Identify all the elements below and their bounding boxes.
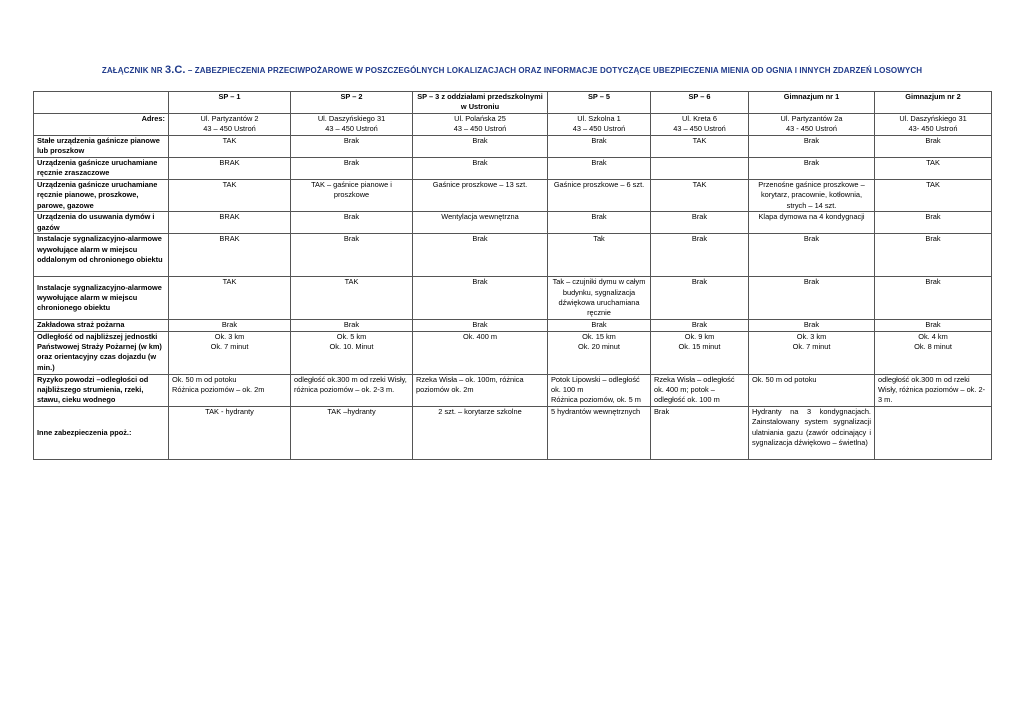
table-cell: TAK xyxy=(875,180,992,212)
table-cell: Brak xyxy=(749,234,875,277)
table-cell: Brak xyxy=(291,234,413,277)
fire-safety-table xyxy=(33,91,992,460)
table-cell: odległość ok.300 m od rzeki Wisły, różnica poziomów – ok. 2-3 m. xyxy=(291,374,413,406)
table-cell: Brak xyxy=(291,158,413,180)
title-prefix: ZAŁĄCZNIK NR xyxy=(101,66,165,75)
address-cell: Ul. Polańska 25 43 – 450 Ustroń xyxy=(413,114,548,136)
table-cell: Brak xyxy=(548,320,651,331)
row-label: Urządzenia do usuwania dymów i gazów xyxy=(34,212,169,234)
table-cell: Gaśnice proszkowe – 13 szt. xyxy=(413,180,548,212)
address-cell: Ul. Daszyńskiego 31 43- 450 Ustroń xyxy=(875,114,992,136)
column-header: Gimnazjum nr 2 xyxy=(875,92,992,114)
table-cell: Potok Lipowski – odległość ok. 100 m Różnica poziomów, ok. 5 m xyxy=(548,374,651,406)
table-row xyxy=(34,406,992,459)
table-cell: 2 szt. – korytarze szkolne xyxy=(413,406,548,459)
table-cell: BRAK xyxy=(169,212,291,234)
table-cell: TAK – gaśnice pianowe i proszkowe xyxy=(291,180,413,212)
row-label: Stałe urządzenia gaśnicze pianowe lub proszkow xyxy=(34,136,169,158)
table-cell: Ok. 4 km Ok. 8 minut xyxy=(875,331,992,374)
table-cell: BRAK xyxy=(169,234,291,277)
column-header: Gimnazjum nr 1 xyxy=(749,92,875,114)
table-cell: Brak xyxy=(651,212,749,234)
table-cell: TAK xyxy=(291,277,413,320)
table-cell: Ok. 5 km Ok. 10. Minut xyxy=(291,331,413,374)
table-cell: Rzeka Wisła – ok. 100m, różnica poziomów ok. 2m xyxy=(413,374,548,406)
table-cell: TAK xyxy=(169,180,291,212)
column-header: SP – 3 z oddziałami przedszkolnymi w Ustroniu xyxy=(413,92,548,114)
table-cell: Brak xyxy=(875,234,992,277)
table-cell: Brak xyxy=(548,212,651,234)
table-cell: Brak xyxy=(413,136,548,158)
table-cell: TAK xyxy=(169,277,291,320)
table-cell: Brak xyxy=(291,320,413,331)
document-title xyxy=(0,64,1024,76)
table-cell: Ok. 50 m od potoku xyxy=(749,374,875,406)
table-cell: Brak xyxy=(291,212,413,234)
table-cell: Ok. 50 m od potoku Różnica poziomów – ok. 2m xyxy=(169,374,291,406)
table-row xyxy=(34,180,992,212)
address-row xyxy=(34,114,992,136)
table-row xyxy=(34,158,992,180)
table-cell: Ok. 3 km Ok. 7 minut xyxy=(169,331,291,374)
table-cell: Gaśnice proszkowe – 6 szt. xyxy=(548,180,651,212)
table-cell: Brak xyxy=(651,320,749,331)
table-cell: Ok. 3 km Ok. 7 minut xyxy=(749,331,875,374)
address-cell: Ul. Kreta 6 43 – 450 Ustroń xyxy=(651,114,749,136)
column-header: SP – 5 xyxy=(548,92,651,114)
table-cell: Ok. 9 km Ok. 15 minut xyxy=(651,331,749,374)
table-cell: TAK xyxy=(875,158,992,180)
table-cell: Brak xyxy=(651,406,749,459)
table-cell: Brak xyxy=(413,320,548,331)
table-cell: Brak xyxy=(749,320,875,331)
table-cell: Brak xyxy=(875,136,992,158)
table-row xyxy=(34,277,992,320)
table-cell: Brak xyxy=(413,277,548,320)
table-cell: odległość ok.300 m od rzeki Wisły, różnica poziomów – ok. 2-3 m. xyxy=(875,374,992,406)
row-label: Urządzenia gaśnicze uruchamiane ręcznie zraszaczowe xyxy=(34,158,169,180)
row-label: Adres: xyxy=(34,114,169,136)
header-empty-cell xyxy=(34,92,169,114)
table-cell: Brak xyxy=(875,320,992,331)
table-row xyxy=(34,212,992,234)
table-row xyxy=(34,374,992,406)
table-cell: Brak xyxy=(749,277,875,320)
table-cell: Hydranty na 3 kondygnacjach. Zainstalowany system sygnalizacji ulatniania gazu (zawór odcinający i sygnalizacja dźwiękowo – świetlna) xyxy=(749,406,875,459)
row-label: Ryzyko powodzi –odległości od najbliższego strumienia, rzeki, stawu, cieku wodnego xyxy=(34,374,169,406)
table-cell: Przenośne gaśnice proszkowe – korytarz, pracownie, kotłownia, strych – 14 szt. xyxy=(749,180,875,212)
table-cell: TAK xyxy=(169,136,291,158)
table-cell: Brak xyxy=(875,212,992,234)
header-row xyxy=(34,92,992,114)
row-label: Urządzenia gaśnicze uruchamiane ręcznie pianowe, proszkowe, parowe, gazowe xyxy=(34,180,169,212)
table-cell: Rzeka Wisła – odległość ok. 400 m; potok – odległość ok. 100 m xyxy=(651,374,749,406)
table-cell xyxy=(875,406,992,459)
address-cell: Ul. Partyzantów 2a 43 - 450 Ustroń xyxy=(749,114,875,136)
table-row xyxy=(34,136,992,158)
row-label: Zakładowa straż pożarna xyxy=(34,320,169,331)
table-cell: Brak xyxy=(875,277,992,320)
table-cell: Brak xyxy=(169,320,291,331)
row-label: Odległość od najbliższej jednostki Państwowej Straży Pożarnej (w km) oraz orientacyjny czas dojazdu (w min.) xyxy=(34,331,169,374)
table-row xyxy=(34,331,992,374)
address-cell: Ul. Daszyńskiego 31 43 – 450 Ustroń xyxy=(291,114,413,136)
table-cell: Tak xyxy=(548,234,651,277)
table-row xyxy=(34,234,992,277)
table-cell: Brak xyxy=(291,136,413,158)
row-label: Inne zabezpieczenia ppoż.: xyxy=(34,406,169,459)
table-cell: Wentylacja wewnętrzna xyxy=(413,212,548,234)
table-cell: Brak xyxy=(548,136,651,158)
table-cell: Brak xyxy=(651,234,749,277)
table-cell: TAK –hydranty xyxy=(291,406,413,459)
table-cell: BRAK xyxy=(169,158,291,180)
table-cell: Tak – czujniki dymu w całym budynku, sygnalizacja dźwiękowa uruchamiana ręcznie xyxy=(548,277,651,320)
table-row xyxy=(34,320,992,331)
table-cell: Brak xyxy=(651,277,749,320)
address-cell: Ul. Szkolna 1 43 – 450 Ustroń xyxy=(548,114,651,136)
address-cell: Ul. Partyzantów 2 43 – 450 Ustroń xyxy=(169,114,291,136)
table-cell: Brak xyxy=(413,158,548,180)
table-cell: Brak xyxy=(413,234,548,277)
title-text: – ZABEZPIECZENIA PRZECIWPOŻAROWE W POSZCZEGÓLNYCH LOKALIZACJACH ORAZ INFORMACJE DOTYCZĄCE UBEZPIECZENIA MIENIA OD OGNIA I INNYCH ZDARZEŃ LOSOWYCH xyxy=(185,66,923,75)
title-number: 3.C. xyxy=(164,64,186,76)
table-cell: Klapa dymowa na 4 kondygnacji xyxy=(749,212,875,234)
column-header: SP – 2 xyxy=(291,92,413,114)
row-label: Instalacje sygnalizacyjno-alarmowe wywołujące alarm w miejscu oddalonym od chronionego obiektu xyxy=(34,234,169,277)
table-cell: Brak xyxy=(749,136,875,158)
column-header: SP – 1 xyxy=(169,92,291,114)
table-cell: Ok. 15 km Ok. 20 minut xyxy=(548,331,651,374)
table-cell: Brak xyxy=(749,158,875,180)
column-header: SP – 6 xyxy=(651,92,749,114)
table-cell xyxy=(651,158,749,180)
table-cell: Brak xyxy=(548,158,651,180)
table-cell: TAK xyxy=(651,136,749,158)
table-cell: TAK xyxy=(651,180,749,212)
table-cell: TAK - hydranty xyxy=(169,406,291,459)
table-cell: Ok. 400 m xyxy=(413,331,548,374)
table-cell: 5 hydrantów wewnętrznych xyxy=(548,406,651,459)
row-label: Instalacje sygnalizacyjno-alarmowe wywołujące alarm w miejscu chronionego obiektu xyxy=(34,277,169,320)
